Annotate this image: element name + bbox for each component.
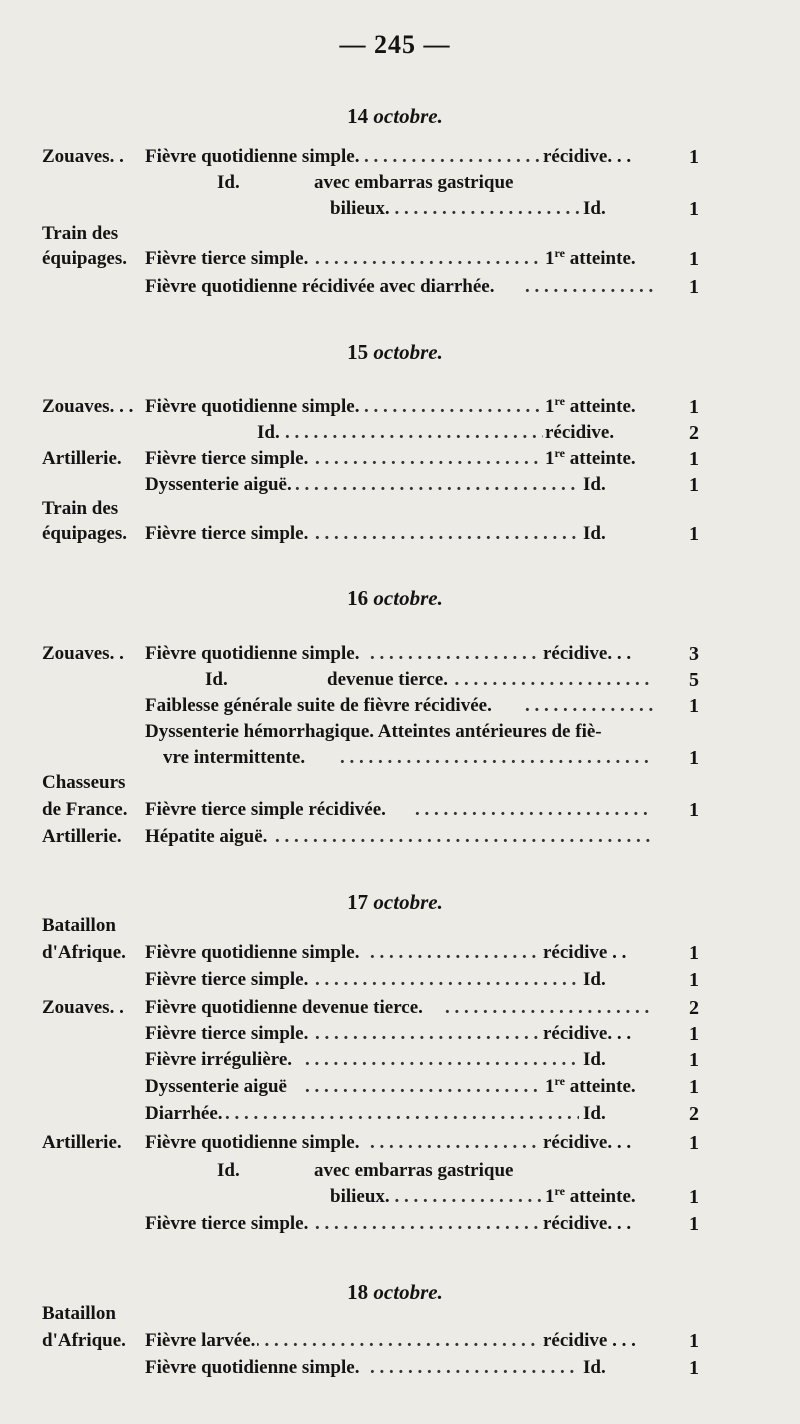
entry-row: . . . Fièvre tierce simple. récidive. . . xyxy=(145,1021,653,1047)
category-label: Zouaves. . xyxy=(42,643,124,664)
category-label: de France. xyxy=(42,799,128,820)
category-label: Chasseurs xyxy=(42,772,126,793)
section-date-14: 14 octobre. xyxy=(347,104,443,128)
entry-row: . . . Dyssenterie aiguë. Id. xyxy=(145,472,653,498)
entry-row: . . . Hépatite aiguë. xyxy=(145,824,653,850)
entry-row: . . . Diarrhée. Id. xyxy=(145,1101,653,1127)
entry-row: . . . Fièvre quotidienne simple. récidive. . . xyxy=(145,144,653,170)
entry-row: . . . bilieux. Id. xyxy=(145,196,653,222)
entry-row: . . . Fièvre tierce simple récidivée. xyxy=(145,797,653,823)
count: 1 xyxy=(689,523,699,545)
category-label: Bataillon xyxy=(42,1303,116,1324)
count: 1 xyxy=(689,1330,699,1352)
count: 1 xyxy=(689,1132,699,1154)
count: 3 xyxy=(689,643,699,665)
count: 1 xyxy=(689,695,699,717)
entry-row: . . . bilieux. 1re atteinte. xyxy=(145,1184,653,1210)
section-date-15: 15 octobre. xyxy=(347,340,443,364)
count: 1 xyxy=(689,1357,699,1379)
count: 1 xyxy=(689,942,699,964)
entry-row: . . . Fièvre tierce simple. récidive. . . xyxy=(145,1211,653,1237)
entry-row: . . . Fièvre tierce simple. Id. xyxy=(145,967,653,993)
entry-row: . . . Fièvre tierce simple. 1re atteinte. xyxy=(145,446,653,472)
category-label: d'Afrique. xyxy=(42,1330,126,1351)
entry-row: . . . Fièvre irrégulière. Id. xyxy=(145,1047,653,1073)
category-label: Train des xyxy=(42,223,119,244)
count: 1 xyxy=(689,474,699,496)
count: 5 xyxy=(689,669,699,691)
category-label: Zouaves. . xyxy=(42,997,124,1018)
entry-row: . . . Fièvre quotidienne simple. 1re atteinte. xyxy=(145,394,653,420)
count: 1 xyxy=(689,1186,699,1208)
count: 1 xyxy=(689,1213,699,1235)
category-label: équipages. xyxy=(42,523,127,544)
entry-row: Id. avec embarras gastrique xyxy=(145,1158,653,1184)
count: 1 xyxy=(689,1023,699,1045)
entry-row: . . . Fièvre tierce simple. Id. xyxy=(145,521,653,547)
page-number: — 245 — xyxy=(339,30,451,59)
count: 1 xyxy=(689,1076,699,1098)
entry-row: . . . Fièvre quotidienne devenue tierce. xyxy=(145,995,653,1021)
category-label: Zouaves. . xyxy=(42,146,124,167)
count: 1 xyxy=(689,799,699,821)
entry-row: Id. avec embarras gastrique xyxy=(145,170,653,196)
category-label: Bataillon xyxy=(42,915,116,936)
count: 1 xyxy=(689,1049,699,1071)
category-label: d'Afrique. xyxy=(42,942,126,963)
count: 1 xyxy=(689,747,699,769)
section-date-18: 18 octobre. xyxy=(347,1280,443,1304)
count: 1 xyxy=(689,396,699,418)
count: 1 xyxy=(689,198,699,220)
category-label: Artillerie. xyxy=(42,448,122,469)
category-label: Artillerie. xyxy=(42,1132,122,1153)
entry-row: . . . Faiblesse générale suite de fièvre récidivée. xyxy=(145,693,653,719)
entry-row: . . . Fièvre tierce simple. 1re atteinte. xyxy=(145,246,653,272)
entry-row: . . . Dyssenterie aiguë 1re atteinte. xyxy=(145,1074,653,1100)
count: 1 xyxy=(689,146,699,168)
entry-row: . . . Fièvre quotidienne récidivée avec diarrhée. xyxy=(145,274,653,300)
count: 2 xyxy=(689,997,699,1019)
entry-row: Dyssenterie hémorrhagique. Atteintes antérieures de fiè- xyxy=(145,719,653,745)
entry-row: . . . Fièvre larvée. récidive . . . xyxy=(145,1328,653,1354)
category-label: Zouaves. . . xyxy=(42,396,134,417)
count: 1 xyxy=(689,969,699,991)
category-label: Artillerie. xyxy=(42,826,122,847)
section-date-17: 17 octobre. xyxy=(347,890,443,914)
entry-row: . . . Id. devenue tierce. xyxy=(145,667,653,693)
entry-row: . . . Fièvre quotidienne simple. récidive. . . xyxy=(145,641,653,667)
entry-row: . . . Id. récidive. xyxy=(145,420,653,446)
entry-row: . . . Fièvre quotidienne simple. Id. xyxy=(145,1355,653,1381)
entry-row: . . . vre intermittente. xyxy=(145,745,653,771)
count: 1 xyxy=(689,248,699,270)
count: 2 xyxy=(689,1103,699,1125)
section-date-16: 16 octobre. xyxy=(347,586,443,610)
entry-row: . . . Fièvre quotidienne simple. récidive . . xyxy=(145,940,653,966)
count: 1 xyxy=(689,448,699,470)
count: 1 xyxy=(689,276,699,298)
count: 2 xyxy=(689,422,699,444)
category-label: Train des xyxy=(42,498,119,519)
category-label: équipages. xyxy=(42,248,127,269)
entry-row: . . . Fièvre quotidienne simple. récidive. . . xyxy=(145,1130,653,1156)
